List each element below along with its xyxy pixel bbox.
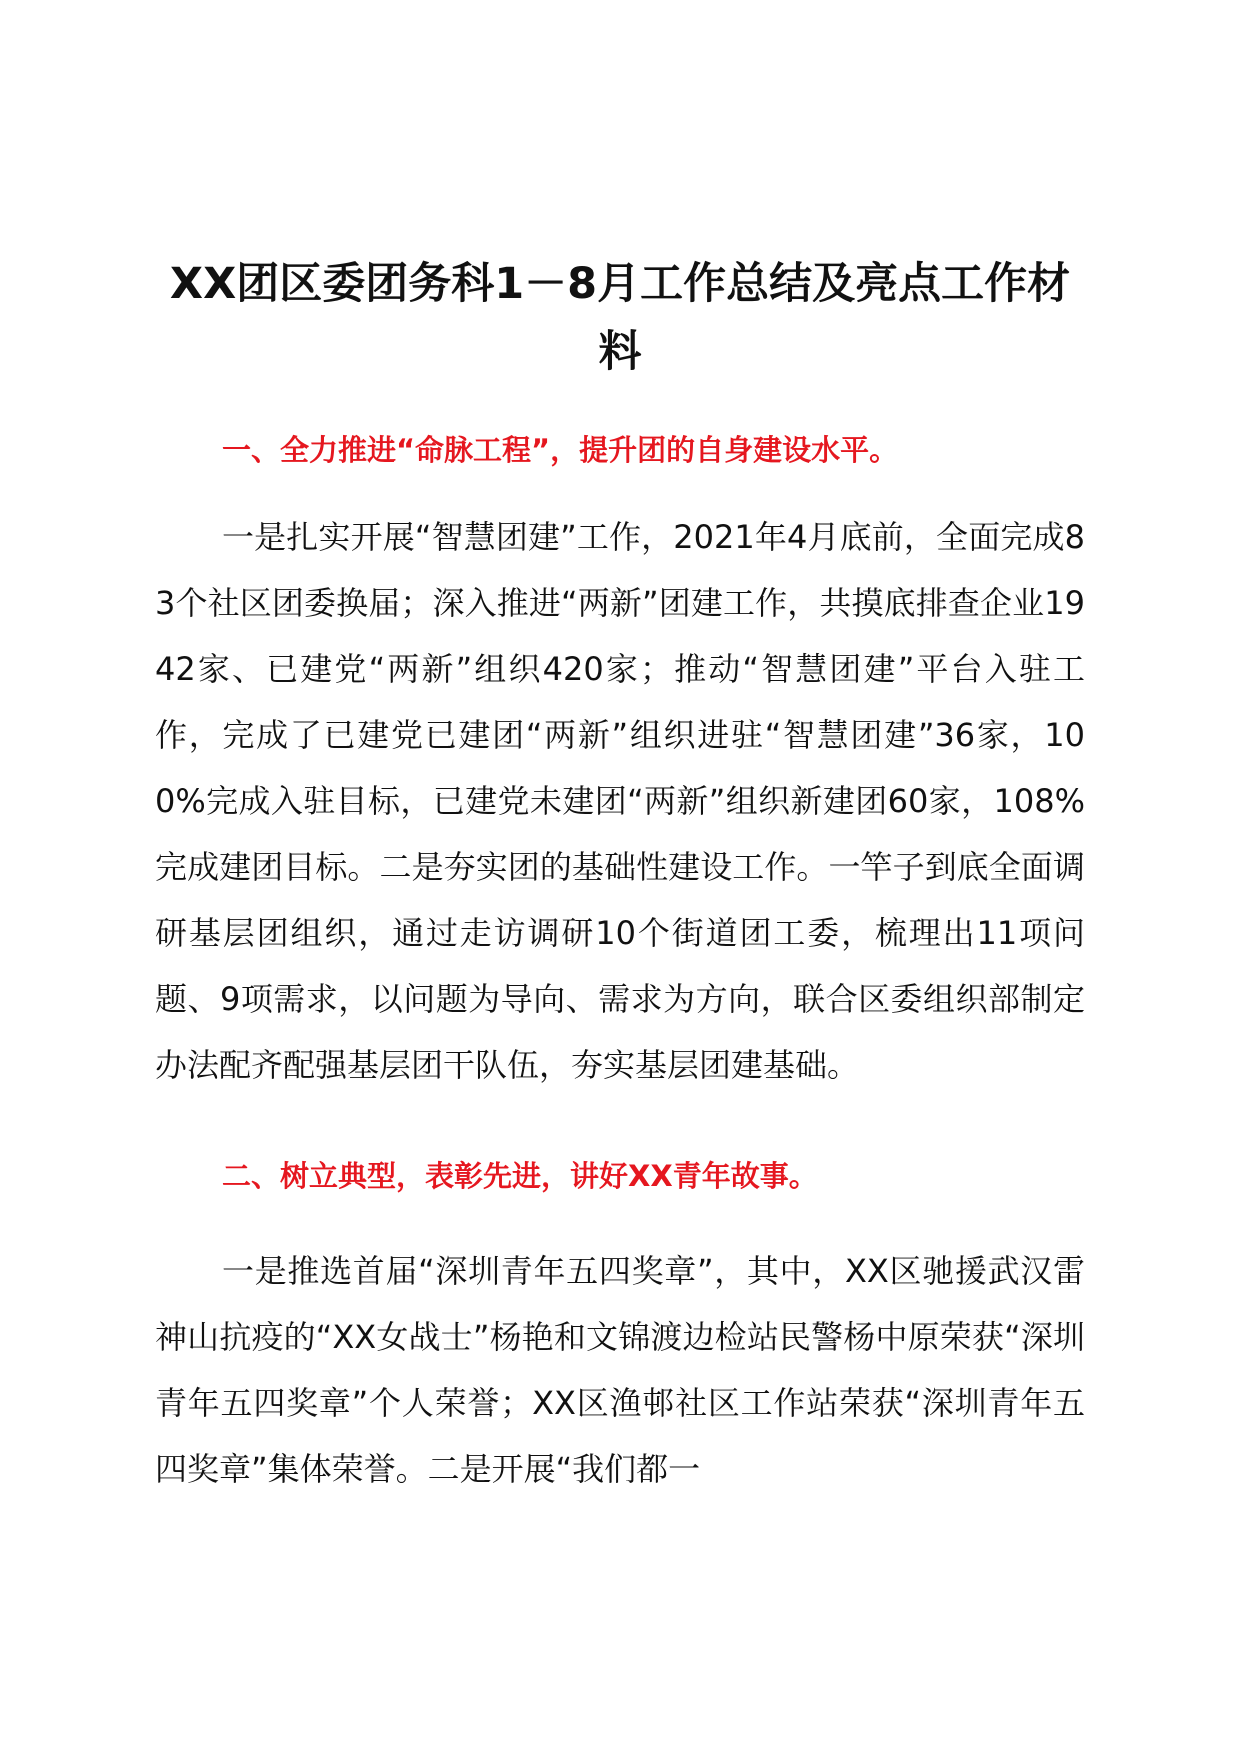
section-heading-2: 二、树立典型，表彰先进，讲好XX青年故事。 <box>222 1159 818 1193</box>
section-paragraph-2: 一是推选首届“深圳青年五四奖章”，其中，XX区驰援武汉雷神山抗疫的“XX女战士”杨艳和文锦渡边检站民警杨中原荣获“深圳青年五四奖章”个人荣誉；XX区渔邨社区工作站荣获“深圳青年五四奖章”集体荣誉。二是开展“我们都一 <box>155 1252 1085 1488</box>
section-heading-1: 一、全力推进“命脉工程”，提升团的自身建设水平。 <box>222 433 899 467</box>
document-content <box>155 250 1085 1502</box>
document-title: XX团区委团务科1－8月工作总结及亮点工作材料 <box>169 259 1071 377</box>
section-paragraph-1: 一是扎实开展“智慧团建”工作，2021年4月底前，全面完成83个社区团委换届；深入推进“两新”团建工作，共摸底排查企业1942家、已建党“两新”组织420家；推动“智慧团建”平台入驻工作，完成了已建党已建团“两新”组织进驻“智慧团建”36家，100%完成入驻目标，已建党未建团“两新”组织新建团60家，108%完成建团目标。二是夯实团的基础性建设工作。一竿子到底全面调研基层团组织，通过走访调研10个街道团工委，梳理出11项问题、9项需求，以问题为导向、需求为方向，联合区委组织部制定办法配齐配强基层团干队伍，夯实基层团建基础。 <box>155 518 1085 1084</box>
